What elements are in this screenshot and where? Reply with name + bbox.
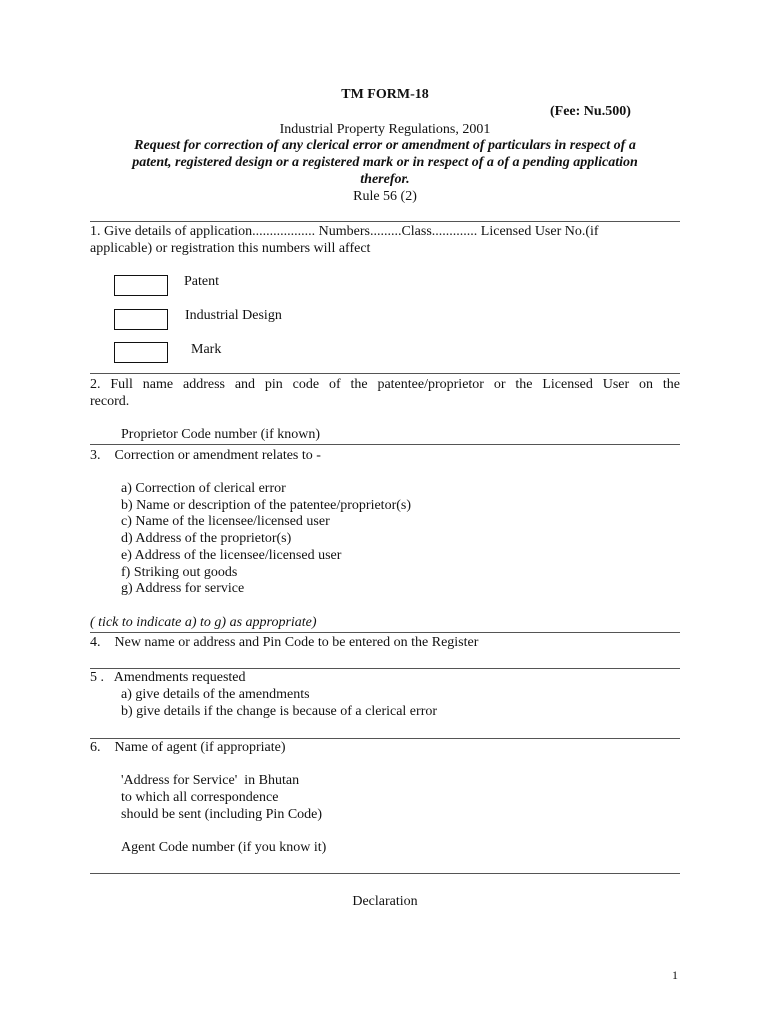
mark-label: Mark xyxy=(191,342,222,357)
patent-checkbox[interactable] xyxy=(114,275,168,296)
section1-line2: applicable) or registration this numbers will affect xyxy=(90,241,371,256)
form-title: TM FORM-18 xyxy=(341,87,429,102)
amendment-option-a: a) Correction of clerical error xyxy=(121,481,286,496)
tick-note: ( tick to indicate a) to g) as appropriate) xyxy=(90,615,317,630)
divider xyxy=(90,738,680,739)
mark-checkbox[interactable] xyxy=(114,342,168,363)
divider xyxy=(90,668,680,669)
divider xyxy=(90,444,680,445)
amendment-option-c: c) Name of the licensee/licensed user xyxy=(121,514,330,529)
request-title-line1: Request for correction of any clerical error or amendment of particulars in respect of a xyxy=(134,138,636,153)
section6-heading: 6. Name of agent (if appropriate) xyxy=(90,740,286,755)
divider xyxy=(90,221,680,222)
page-number: 1 xyxy=(672,968,678,982)
agent-code-label: Agent Code number (if you know it) xyxy=(121,840,327,855)
request-title-line2: patent, registered design or a registered mark or in respect of a of a pending application xyxy=(132,155,638,170)
address-for-service-line3: should be sent (including Pin Code) xyxy=(121,807,323,822)
amendment-option-d: d) Address of the proprietor(s) xyxy=(121,531,292,546)
section2-line1: 2. Full name address and pin code of the patentee/proprietor or the Licensed User on the xyxy=(90,377,680,392)
amendment-option-f: f) Striking out goods xyxy=(121,565,238,580)
amendments-detail-a: a) give details of the amendments xyxy=(121,687,310,702)
regulations-title: Industrial Property Regulations, 2001 xyxy=(279,122,491,137)
amendment-option-e: e) Address of the licensee/licensed user xyxy=(121,548,342,563)
section2-line2: record. xyxy=(90,394,130,409)
section1-line1: 1. Give details of application.................. Numbers.........Class............. Licensed User No.(if xyxy=(90,224,599,239)
proprietor-code-label: Proprietor Code number (if known) xyxy=(121,427,321,442)
address-for-service-line1: 'Address for Service' in Bhutan xyxy=(121,773,300,788)
fee-label: (Fee: Nu.500) xyxy=(550,104,631,119)
rule-reference: Rule 56 (2) xyxy=(353,189,417,204)
section4-heading: 4. New name or address and Pin Code to be entered on the Register xyxy=(90,635,479,650)
divider xyxy=(90,632,680,633)
section3-heading: 3. Correction or amendment relates to - xyxy=(90,448,321,463)
declaration-heading: Declaration xyxy=(352,894,418,909)
amendment-option-g: g) Address for service xyxy=(121,581,245,596)
amendment-option-b: b) Name or description of the patentee/proprietor(s) xyxy=(121,498,412,513)
industrial-design-checkbox[interactable] xyxy=(114,309,168,330)
request-title-line3: therefor. xyxy=(360,172,410,187)
divider xyxy=(90,873,680,874)
amendments-detail-b: b) give details if the change is because of a clerical error xyxy=(121,704,438,719)
address-for-service-line2: to which all correspondence xyxy=(121,790,279,805)
section5-heading: 5 . Amendments requested xyxy=(90,670,246,685)
divider xyxy=(90,373,680,374)
patent-label: Patent xyxy=(184,274,219,289)
industrial-design-label: Industrial Design xyxy=(185,308,282,323)
